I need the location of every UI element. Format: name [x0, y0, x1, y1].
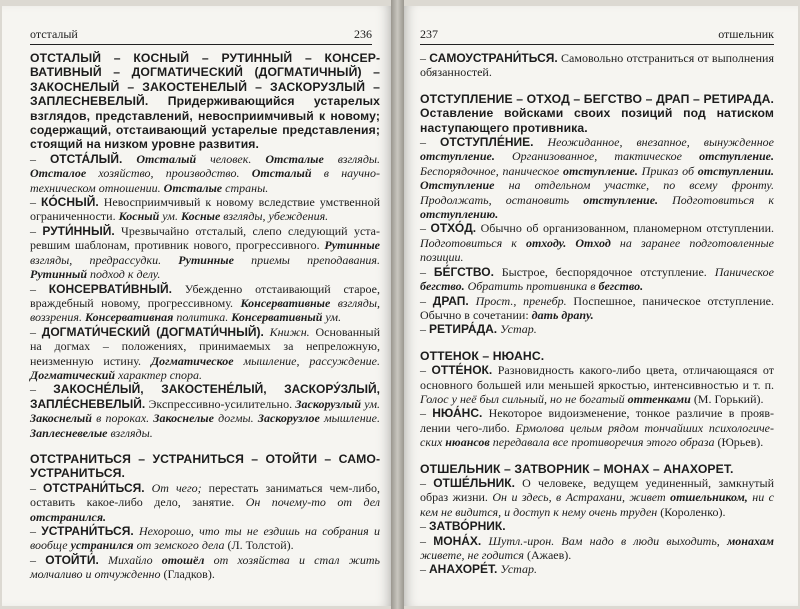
example-text: отступлении. [697, 163, 774, 178]
headword: ОТШЕЛЬНИК – ЗАТВОРНИК – МОНАХ – АНАХОРЕТ. [420, 461, 734, 476]
example-text: Обратить противника в [464, 279, 599, 294]
definition-text: Быстрое, беспорядочное отступление. [493, 264, 715, 279]
example-text: приемы преподавания. [233, 252, 380, 267]
example-text: от хозяйства и стал жить молчаливо и отчужденно [30, 552, 381, 582]
headword: ДРАП. [432, 293, 469, 308]
definition-text [145, 481, 152, 495]
dictionary-entry [420, 221, 774, 264]
example-text: Консервативная [84, 310, 174, 325]
dictionary-entry [420, 294, 774, 323]
paragraph-gap [30, 440, 380, 452]
example-text: на отдельном участке, по всему фронту. Продолжать, остановить [420, 178, 774, 207]
definition-text: – [30, 151, 50, 166]
dictionary-entry [30, 195, 380, 224]
definition-text: – [420, 264, 434, 279]
example-text: Заскорузлый [295, 396, 362, 411]
headword: ОТСТА́ЛЫЙ. [49, 151, 123, 166]
left-page [2, 6, 391, 606]
headword: УСТРАНИ́ТЬСЯ. [41, 524, 134, 538]
definition-text: – [30, 382, 54, 397]
synonym-group-heading [420, 92, 774, 135]
example-text: Рутинный [30, 267, 87, 282]
definition-text: – [30, 324, 42, 339]
headword: КО́СНЫЙ. [41, 195, 99, 210]
example-text: взгляды, воззрения. [30, 295, 380, 325]
definition-text: Разновидность какого-либо цвета, отличающаяся от основного большей или меньшей яркостью, интенсивностью и т. п. [420, 363, 774, 392]
dictionary-entry [420, 322, 774, 336]
example-text: Отсталый [251, 166, 312, 181]
definition-text: – [420, 519, 429, 534]
dictionary-entry [30, 152, 380, 195]
definition-text: – [30, 480, 44, 495]
example-text: устранился [70, 538, 134, 553]
example-text: политика. [173, 310, 232, 325]
headword: РУТИ́ННЫЙ. [42, 223, 115, 238]
dictionary-entry [420, 534, 774, 563]
example-text: Консервативные [240, 295, 331, 310]
example-text: Заскорузлое [257, 411, 320, 426]
definition-text [469, 294, 476, 308]
definition-text: (Л. Толстой). [224, 538, 294, 553]
definition-text: – [420, 135, 440, 150]
example-text: на заранее подготовленные позиции. [420, 235, 775, 265]
example-text [566, 236, 575, 250]
dictionary-entry [420, 363, 774, 406]
synonym-group-heading [30, 51, 380, 152]
definition-text: (Юрьев). [714, 435, 764, 450]
definition-text: – [30, 552, 46, 567]
definition-text: – [420, 221, 431, 236]
example-text: отходу. [525, 235, 567, 250]
example-text: Он почему-то от дел [245, 495, 380, 510]
definition-text: Экспрессивно-усилительно. [145, 396, 296, 411]
example-text: ни с кем не видится, и доступ к нему очень труден [420, 490, 774, 519]
headword: ДОГМАТИ́ЧЕСКИЙ (ДОГМАТИ́ЧНЫЙ). [41, 324, 264, 339]
headword: ЗАКОСНЕ́ЛЫЙ, ЗАКОСТЕНЕ́ЛЫЙ, ЗАСКОРУ́ЗЛЫЙ, ЗАПЛЕ́СНЕВЕЛЫЙ. [30, 382, 381, 411]
example-text: мышление. [319, 411, 380, 426]
headword: ОТОЙТИ́. [45, 552, 99, 567]
definition-text: (Ажаев). [523, 548, 572, 562]
definition-text: – [420, 51, 430, 65]
example-text: отступление. [583, 192, 659, 207]
definition-text [534, 135, 548, 149]
example-text: Неожиданное, внезапное, вынужденное [547, 135, 774, 150]
example-text: Беспорядочное, паническое [420, 163, 564, 178]
definition-text: Поспешное, паническое отступление. Обычно в сочетании: [420, 293, 775, 322]
headword: РЕТИРА́ДА. [429, 322, 498, 337]
dictionary-entry [420, 51, 774, 80]
definition-text: перестать заниматься чем-либо, оставить какое-либо дело, занятие. [30, 480, 381, 510]
example-text: отошёл [161, 552, 205, 567]
example-text: ум. [361, 396, 380, 411]
headword: АНАХОРЕ́Т. [429, 562, 498, 577]
example-text: ум. [322, 310, 342, 325]
example-text: отступлению. [420, 207, 499, 222]
definition-text: – [30, 281, 49, 296]
example-text: характер спора. [115, 367, 203, 382]
example-text: живете, не годится [420, 548, 524, 562]
example-text: догмы. [213, 411, 258, 426]
definition-text: – [420, 406, 433, 421]
headword: ОТСТАЛЫЙ – КОСНЫЙ – РУТИННЫЙ – КОНСЕРВАТИВНЫЙ – ДОГМАТИЧЕСКИЙ (ДОГМАТИЧНЫЙ) – ЗАКОСНЕЛЫЙ – ЗАКОСТЕНЕЛЫЙ – ЗАСКОРУЗЛЫЙ – ЗАПЛЕСНЕВЕЛЫЙ. [30, 51, 380, 109]
example-text: Устар. [500, 562, 537, 577]
example-text: Устар. [500, 322, 537, 337]
example-text: ум. [159, 209, 181, 224]
example-text: Организованное, тактическое [494, 149, 700, 164]
example-text: взгляды, предрассудки. [30, 252, 179, 267]
example-text: Закоснелые [153, 411, 214, 426]
example-text: бегство. [598, 279, 644, 294]
example-text: Рутинные [178, 252, 234, 267]
definition-text [481, 534, 488, 548]
example-text: передавала все противоречия этого образа [489, 435, 715, 450]
right-page-entries [420, 51, 774, 577]
definition-text: – [420, 363, 432, 378]
example-text: От чего; [151, 480, 202, 495]
headword: ОТСТУПЛЕНИЕ – ОТХОД – БЕГСТВО – ДРАП – РЕТИРАДА. [420, 91, 774, 106]
dictionary-entry [30, 282, 380, 325]
synonym-group-heading [420, 462, 774, 476]
book-gutter [391, 0, 404, 609]
synonym-group-heading [30, 452, 380, 481]
dictionary-entry [420, 135, 774, 221]
dictionary-entry [420, 519, 774, 533]
dictionary-entry [420, 562, 774, 576]
example-text: в пороках. [91, 411, 154, 426]
definition-text: Невосприимчивый к новому вследствие умственной ограниченности. [30, 195, 381, 224]
example-text: Подготовиться к [658, 192, 774, 207]
definition-text: (М. Горький). [690, 391, 764, 406]
example-text: Он и здесь, в Астрахани, живет [492, 490, 671, 505]
example-text: Косный [118, 209, 160, 224]
example-text: отстранился. [30, 509, 106, 524]
dictionary-entry [30, 325, 380, 383]
example-text: Рутинные [324, 238, 380, 253]
running-head-word: отсталый [30, 27, 78, 41]
example-text: Закоснелый [30, 411, 92, 426]
example-text: бегство. [420, 279, 465, 294]
example-text: Книжн. [269, 324, 310, 339]
page-number: 236 [354, 27, 372, 41]
right-running-head [420, 6, 774, 45]
definition-text: – [30, 223, 43, 238]
definition-text: Обычно об организованном, планомерном отступлении. [476, 221, 775, 236]
example-text: отступление. [563, 163, 638, 178]
example-text: отступление. [699, 149, 774, 164]
definition-text: О человеке, ведущем уединенный, замкнутый образ жизни. [420, 475, 775, 505]
left-running-head [30, 6, 372, 45]
headword: ОТХО́Д. [430, 221, 477, 236]
example-text: Отсталое [30, 166, 87, 181]
example-text: мышление, рассуждение. [233, 353, 380, 368]
example-text: отступление. [420, 149, 495, 164]
dictionary-entry [30, 524, 380, 553]
definition-text: Оставление войсками своих позиций под натиском наступающего противника. [420, 106, 774, 135]
headword: БЕ́ГСТВО. [433, 264, 494, 279]
example-text: Михайло [108, 552, 162, 567]
dictionary-entry [30, 382, 380, 440]
example-text: оттенками [627, 391, 691, 406]
example-text: страны. [222, 180, 269, 195]
example-text: от земского дела [133, 538, 225, 553]
definition-text: – [30, 524, 42, 538]
definition-text: Некоторое видоизменение, тонкое различие в проявлении чего-либо. [420, 406, 774, 435]
definition-text: Основанный на догмах – положениях, принимаемых за непреложную, неизменную истину. [30, 324, 381, 368]
definition-text: (Гладков). [160, 567, 215, 582]
example-text: Шутл.-ирон. Вам надо в люди выходить, [488, 533, 728, 548]
definition-text: – [420, 293, 433, 308]
definition-text [99, 553, 108, 567]
example-text: в научнотехническом отношении. [30, 166, 380, 195]
definition-text: – [420, 475, 434, 490]
headword: САМОУСТРАНИ́ТЬСЯ. [429, 51, 558, 65]
headword: ОТСТРАНИТЬСЯ – УСТРАНИТЬСЯ – ОТОЙТИ – САМОУСТРАНИТЬСЯ. [30, 451, 380, 481]
page-number: 237 [420, 27, 438, 41]
example-text: нюансов [445, 435, 490, 450]
example-text: Нехорошо, что ты не ездишь на собрания и вообще [30, 524, 381, 553]
example-text: Приказ об [637, 163, 698, 178]
example-text: Голос у неё был сильный, но не богатый [420, 391, 628, 406]
headword: НЮА́НС. [432, 406, 483, 421]
example-text: Ермолова целым рядом тончайших психологических [420, 420, 775, 450]
example-text: дать драпу. [531, 307, 594, 322]
definition-text: Самовольно отстраниться от выполнения обязанностей. [420, 51, 774, 80]
definition-text: Придерживающийся устарелых взглядов, представлений, невосприимчивый к новому; содержащий, отстаивающий устарелые представления; стоящий на низком уровне развития. [30, 94, 380, 152]
example-text: Заплесневелые [30, 425, 108, 440]
dictionary-entry [420, 476, 774, 519]
example-text: Отсталые [163, 180, 223, 195]
example-text: отшельником, [670, 490, 748, 505]
paragraph-gap [420, 450, 774, 462]
headword: ОТШЕ́ЛЬНИК. [433, 475, 515, 490]
left-page-entries [30, 51, 380, 582]
example-text: человек. [196, 151, 266, 166]
example-text: хозяйство, производство. [86, 166, 252, 181]
example-text: Паническое [714, 264, 775, 279]
example-text: подход к делу. [87, 267, 161, 282]
paragraph-gap [420, 337, 774, 349]
headword: КОНСЕРВАТИ́ВНЫЙ. [48, 281, 172, 296]
synonym-group-heading [420, 349, 774, 363]
example-text: Отсталый [136, 151, 197, 166]
headword: МОНА́Х. [433, 533, 482, 548]
example-text: монахам [727, 533, 775, 548]
example-text: Прост., пренебр. [475, 293, 567, 308]
definition-text: – [30, 195, 42, 210]
example-text: Догматический [30, 367, 116, 382]
example-text: взгляды. [107, 425, 153, 440]
example-text: Консервативный [231, 310, 323, 325]
headword: ОТСТУПЛЕ́НИЕ. [439, 135, 534, 150]
definition-text: Чрезвычайно отсталый, слепо следующий устаревшим шаблонам, противник нового, прогрессивного. [30, 223, 380, 253]
example-text: Отступление [420, 178, 495, 193]
example-text: Отсталые [265, 151, 324, 166]
example-text: взгляды, убеждения. [220, 209, 329, 224]
right-page [404, 6, 798, 606]
dictionary-entry [420, 406, 774, 449]
example-text: Косные [180, 209, 221, 224]
headword: ОТТЕ́НОК. [431, 363, 493, 378]
example-text: Отход [575, 235, 611, 250]
headword: ОТТЕНОК – НЮАНС. [420, 348, 545, 363]
dictionary-entry [420, 265, 774, 294]
dictionary-entry [30, 224, 380, 282]
running-head-word: отшельник [718, 27, 774, 41]
definition-text: – [420, 533, 434, 548]
definition-text: Убежденно отстаивающий старое, враждебный новому, прогрессивному. [30, 281, 380, 310]
definition-text: – [420, 562, 429, 577]
definition-text: – [420, 322, 429, 337]
example-text: взгляды. [323, 151, 381, 166]
dictionary-entry [30, 481, 380, 524]
headword: ЗАТВО́РНИК. [429, 519, 506, 534]
definition-text: (Короленко). [657, 504, 726, 519]
example-text: Подготовиться к [420, 235, 526, 250]
definition-text [122, 152, 136, 166]
dictionary-entry [30, 553, 380, 582]
headword: ОТСТРАНИ́ТЬСЯ. [43, 480, 145, 495]
example-text: Догматическое [150, 353, 234, 368]
paragraph-gap [420, 80, 774, 92]
